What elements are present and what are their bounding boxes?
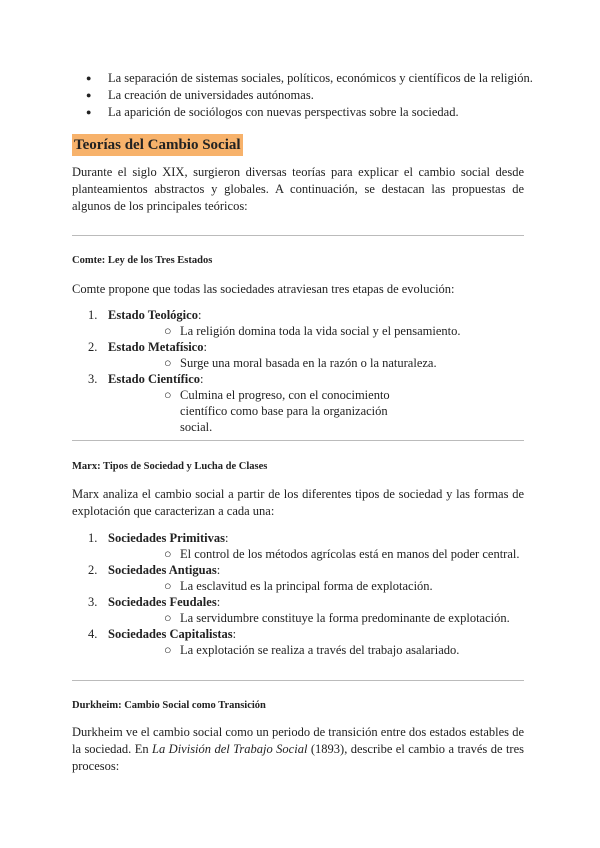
- item-number: 4.: [88, 627, 98, 641]
- item-number: 2.: [88, 563, 98, 577]
- durkheim-text-after: (1893), describe el cambio a través de tres procesos:: [72, 742, 524, 773]
- durkheim-heading: Durkheim: Cambio Social como Transición: [72, 700, 266, 711]
- list-item: [72, 626, 524, 658]
- colon: :: [232, 627, 237, 641]
- section-intro: Durante el siglo XIX, surgieron diversas teorías para explicar el cambio social desde planteamientos abstractos y globales. A continuación, se destacan las propuestas de algunos de los principales teóricos:: [72, 165, 524, 213]
- colon: :: [216, 563, 221, 577]
- item-title: Estado Teológico: [108, 308, 198, 322]
- marx-intro: Marx analiza el cambio social a partir de los diferentes tipos de sociedad y las formas de explotación que caracterizan a cada una:: [72, 487, 524, 518]
- sub-item-text: Surge una moral basada en la razón o la naturaleza.: [180, 356, 437, 370]
- list-item: [72, 371, 524, 435]
- sub-item: [108, 610, 524, 626]
- item-number: 1.: [88, 308, 98, 322]
- comte-heading: Comte: Ley de los Tres Estados: [72, 255, 213, 266]
- sub-item: [108, 355, 524, 371]
- sub-item: [108, 546, 524, 562]
- list-item: [72, 530, 524, 562]
- divider: [72, 235, 524, 236]
- book-title: La División del Trabajo Social: [152, 742, 308, 756]
- circle-bullet-icon: ○: [164, 643, 172, 657]
- colon: :: [203, 340, 207, 354]
- colon: :: [200, 372, 204, 386]
- marx-heading: Marx: Tipos de Sociedad y Lucha de Clases: [72, 461, 268, 472]
- comte-intro: Comte propone que todas las sociedades atraviesan tres etapas de evolución:: [72, 282, 455, 296]
- divider: [72, 440, 524, 441]
- sub-item-text: La religión domina toda la vida social y el pensamiento.: [180, 324, 461, 338]
- item-title: Estado Metafísico: [108, 340, 204, 354]
- bullet-text: La creación de universidades autónomas.: [108, 88, 314, 102]
- bullet-text: La separación de sistemas sociales, políticos, económicos y científicos de la religión.: [108, 71, 533, 85]
- colon: :: [197, 308, 202, 322]
- item-title: Estado Científico: [108, 372, 201, 386]
- sub-item-text: Culmina el progreso, con el conocimiento científico como base para la organización social.: [180, 388, 390, 434]
- bullet-item: [72, 70, 532, 87]
- durkheim-text: [72, 724, 524, 775]
- sub-item: [108, 323, 524, 339]
- sub-item-text: La explotación se realiza a través del trabajo asalariado.: [180, 643, 460, 657]
- sub-item-text: El control de los métodos agrícolas está en manos del poder central.: [180, 547, 520, 561]
- sub-item-text: La esclavitud es la principal forma de explotación.: [180, 579, 433, 593]
- section-heading: Teorías del Cambio Social: [72, 134, 243, 156]
- colon: :: [216, 595, 221, 609]
- colon: :: [225, 531, 229, 545]
- marx-list: [72, 530, 524, 658]
- sub-item: [108, 387, 524, 435]
- bullet-list: [72, 70, 532, 121]
- item-number: 1.: [88, 531, 98, 545]
- bullet-item: [72, 104, 532, 121]
- divider: [72, 680, 524, 681]
- item-title: Sociedades Primitivas: [108, 531, 226, 545]
- item-title: Sociedades Capitalistas: [108, 627, 233, 641]
- item-title: Sociedades Antiguas: [108, 563, 217, 577]
- circle-bullet-icon: ○: [164, 579, 172, 593]
- list-item: [72, 562, 524, 594]
- circle-bullet-icon: ○: [164, 388, 172, 402]
- sub-item: [108, 642, 524, 658]
- circle-bullet-icon: ○: [164, 356, 172, 370]
- comte-list: [72, 307, 524, 435]
- list-item: [72, 307, 524, 339]
- circle-bullet-icon: ○: [164, 547, 172, 561]
- sub-item-text: La servidumbre constituye la forma predominante de explotación.: [180, 611, 510, 625]
- item-number: 2.: [88, 340, 98, 354]
- circle-bullet-icon: ○: [164, 611, 172, 625]
- item-number: 3.: [88, 595, 98, 609]
- item-number: 3.: [88, 372, 98, 386]
- sub-item: [108, 578, 524, 594]
- bullet-text: La aparición de sociólogos con nuevas perspectivas sobre la sociedad.: [108, 105, 459, 119]
- list-item: [72, 339, 524, 371]
- item-title: Sociedades Feudales: [108, 595, 217, 609]
- durkheim-text-before: Durkheim ve el cambio social como un periodo de transición entre dos estados estables de la sociedad. En: [72, 725, 524, 756]
- bullet-item: [72, 87, 532, 104]
- circle-bullet-icon: ○: [164, 324, 172, 338]
- list-item: [72, 594, 524, 626]
